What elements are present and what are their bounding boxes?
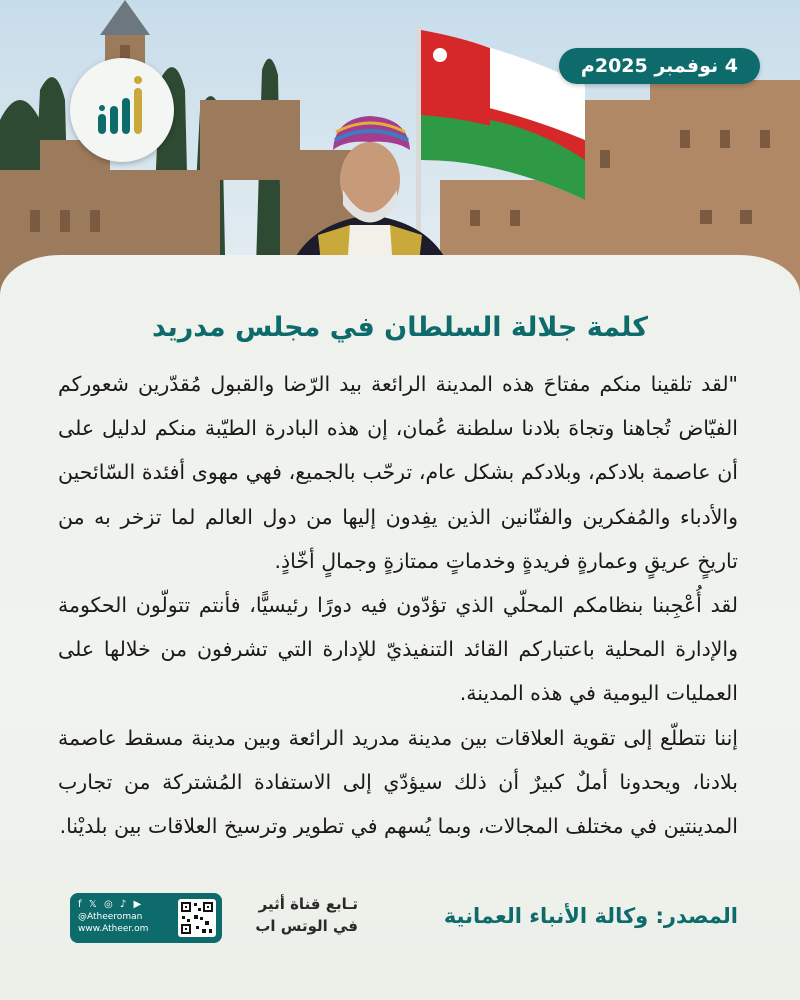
x-icon[interactable]: 𝕏 bbox=[88, 899, 99, 910]
article-title: كلمة جلالة السلطان في مجلس مدريد bbox=[152, 312, 648, 343]
qr-code-icon[interactable] bbox=[178, 899, 216, 937]
atheer-logo[interactable] bbox=[70, 58, 174, 162]
article-body bbox=[58, 362, 738, 848]
follow-line-2: في الوتس اب bbox=[255, 917, 358, 935]
social-badge[interactable] bbox=[70, 893, 222, 943]
social-handles bbox=[78, 899, 174, 935]
tiktok-icon[interactable]: ♪ bbox=[119, 899, 129, 910]
youtube-icon[interactable]: ▶ bbox=[133, 899, 144, 910]
follow-line-1: تـابع قناة أثير bbox=[258, 895, 358, 913]
paragraph-2: لقد أُعْجِبنا بنظامكم المحلّي الذي تؤدّون فيه دورًا رئيسيًّا، فأنتم تتولّون الحكومة والإدارة المحلية باعتباركم القائد التنفيذيّ للإدارة التي تشرفون من خلالها على العمليات اليومية في هذه المدينة. bbox=[58, 593, 738, 706]
facebook-icon[interactable]: f bbox=[78, 899, 84, 910]
atheer-logo-icon bbox=[70, 58, 174, 162]
follow-channel-text[interactable] bbox=[238, 893, 358, 937]
handle-text[interactable]: @Atheeroman bbox=[78, 912, 143, 922]
paragraph-3: إننا نتطلّع إلى تقوية العلاقات بين مدينة مدريد الرائعة وبين مدينة مسقط عاصمة بلادنا، ويحدونا أملٌ كبيرٌ أن ذلك سيؤدّي إلى الاستفادة المُشتركة من تجارب المدينتين في مختلف المجالات، وبما يُسهم في تطوير وترسيخ العلاقات بين بلديْنا. bbox=[58, 725, 738, 839]
date-badge: 4 نوفمبر 2025م bbox=[559, 48, 760, 84]
instagram-icon[interactable]: ◎ bbox=[103, 899, 115, 910]
paragraph-1: "لقد تلقينا منكم مفتاحَ هذه المدينة الرائعة بيد الرّضا والقبول مُقدّرين شعوركم الفيّاض تُجاهنا وتجاهَ بلادنا سلطنة عُمان، إن هذه البادرة الطيّبة منكم لدليل على أن عاصمة بلادكم، وبلادكم بشكل عام، ترحّب بالجميع، فهي مهوى أفئدة السّائحين والأدباء والمُفكرين والفنّانين الذين يفِدون إليها من دول العالم لما تزخر به من تاريخٍ عريقٍ وعمارةٍ فريدةٍ وخدماتٍ ممتازةٍ وجمالٍ أخّاذٍ. bbox=[58, 372, 738, 573]
website-text[interactable]: www.Atheer.om bbox=[78, 924, 149, 934]
social-icons-row bbox=[78, 899, 174, 911]
source-line: المصدر: وكالة الأنباء العمانية bbox=[443, 904, 738, 928]
